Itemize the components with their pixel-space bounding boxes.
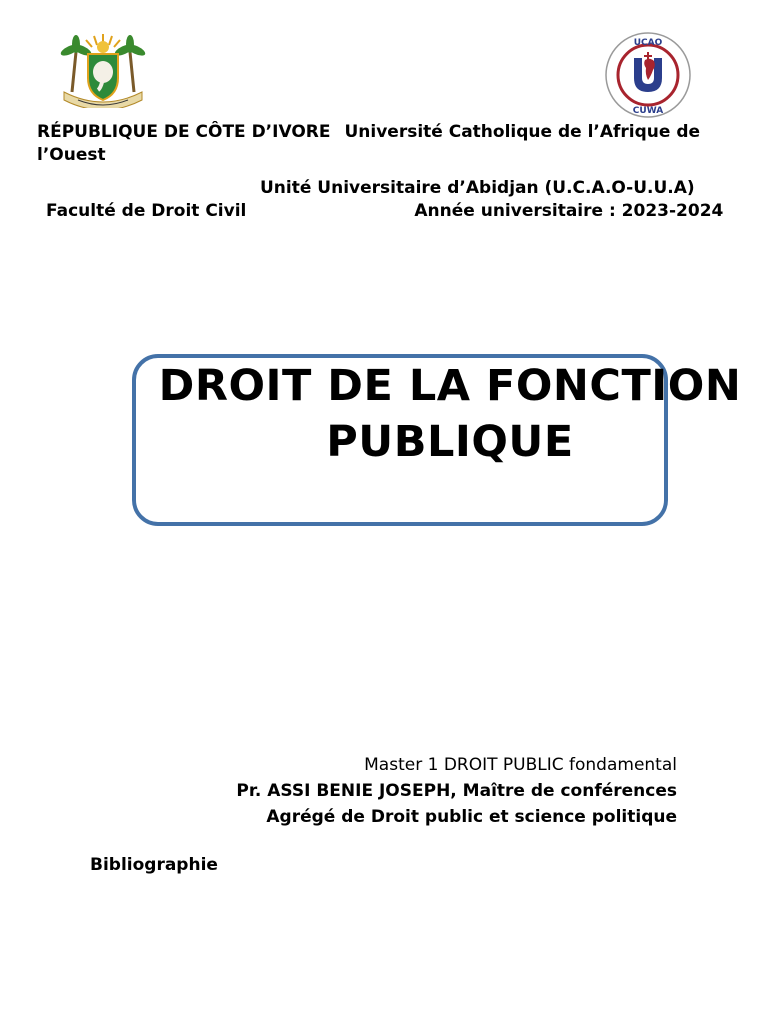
faculty-year-line [46, 200, 726, 223]
university-name: Université Catholique de l’Afrique de l’Ouest [37, 122, 701, 165]
title-line-1: DROIT DE LA FONCTION [158, 361, 742, 411]
coat-of-arms-logo [58, 30, 148, 108]
republic-name: RÉPUBLIQUE DE CÔTE D’IVORE [37, 122, 331, 142]
professor-qualification: Agrégé de Droit public et science politique [266, 807, 677, 827]
ucao-seal-icon [598, 30, 698, 122]
program-name: Master 1 DROIT PUBLIC fondamental [364, 755, 677, 775]
academic-year: Année universitaire : 2023-2024 [414, 201, 724, 221]
header-institutions [37, 121, 737, 167]
course-credits [77, 752, 677, 830]
title-line-2: PUBLIQUE [326, 417, 574, 467]
ucao-top-text: UCAO [633, 38, 663, 48]
bibliography-heading: Bibliographie [90, 855, 218, 875]
ucao-cuwa-logo [598, 30, 698, 122]
faculty-name: Faculté de Droit Civil [46, 201, 247, 221]
professor-name: Pr. ASSI BENIE JOSEPH, Maître de conférences [236, 781, 677, 801]
ucao-bottom-text: CUWA [632, 106, 664, 116]
university-unit: Unité Universitaire d’Abidjan (U.C.A.O-U.U.A) [260, 178, 695, 198]
document-title [140, 358, 760, 470]
coat-of-arms-icon [58, 30, 148, 108]
